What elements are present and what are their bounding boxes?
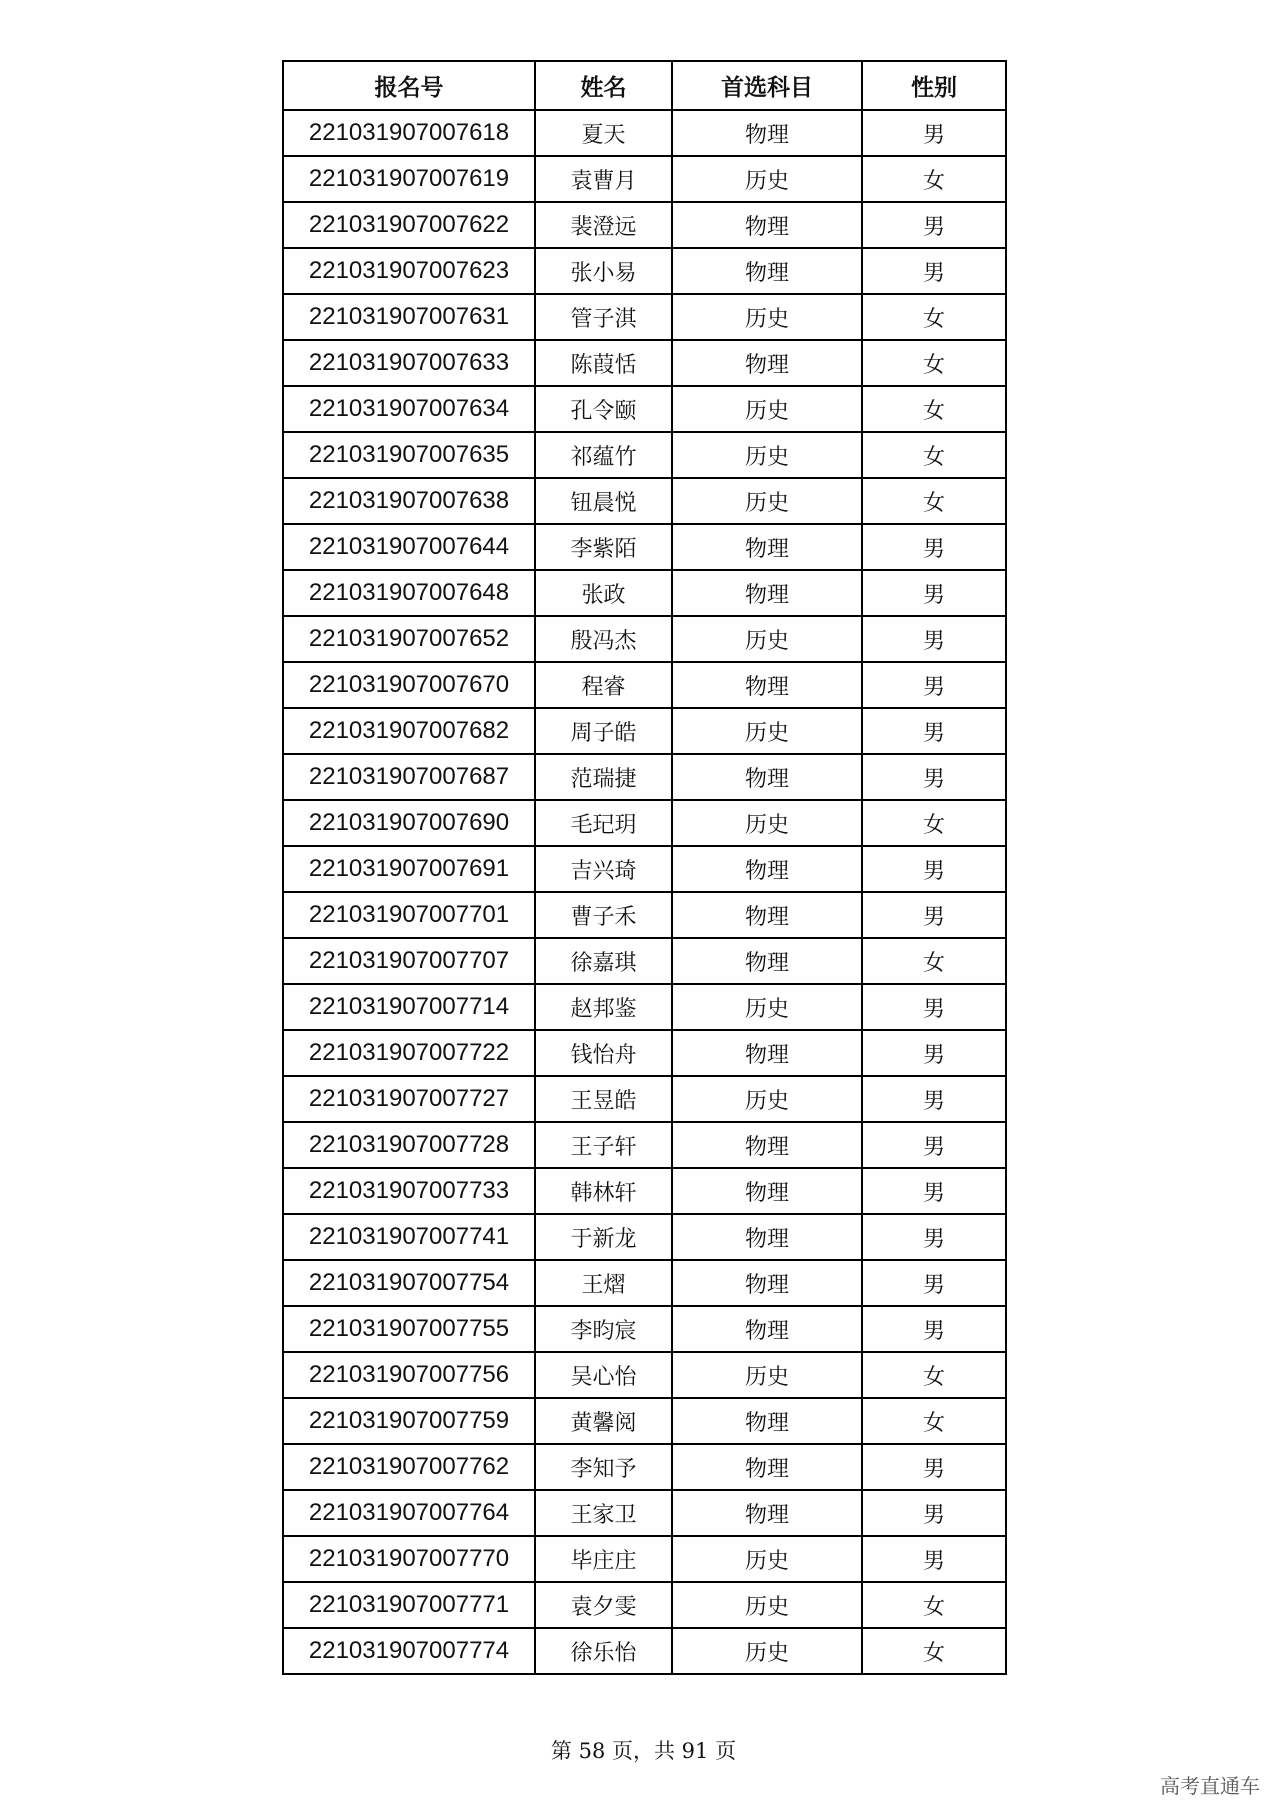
subject-cell: 物理 <box>672 1030 862 1076</box>
table-row <box>283 248 1006 294</box>
table-row <box>283 1260 1006 1306</box>
subject-cell: 历史 <box>672 1536 862 1582</box>
subject-cell: 历史 <box>672 984 862 1030</box>
registration-number-cell: 221031907007701 <box>283 892 535 938</box>
gender-cell: 男 <box>862 616 1006 662</box>
gender-cell: 男 <box>862 1168 1006 1214</box>
table-row <box>283 432 1006 478</box>
name-cell: 殷冯杰 <box>535 616 672 662</box>
registration-number-cell: 221031907007648 <box>283 570 535 616</box>
table-row <box>283 984 1006 1030</box>
gender-cell: 男 <box>862 110 1006 156</box>
gender-cell: 男 <box>862 662 1006 708</box>
subject-cell: 物理 <box>672 110 862 156</box>
table-row <box>283 156 1006 202</box>
registration-number-cell: 221031907007722 <box>283 1030 535 1076</box>
gender-cell: 女 <box>862 1582 1006 1628</box>
registration-number-cell: 221031907007754 <box>283 1260 535 1306</box>
table-row <box>283 110 1006 156</box>
name-cell: 李知予 <box>535 1444 672 1490</box>
name-cell: 钮晨悦 <box>535 478 672 524</box>
table-row <box>283 524 1006 570</box>
name-cell: 张小易 <box>535 248 672 294</box>
registration-number-cell: 221031907007690 <box>283 800 535 846</box>
registration-number-cell: 221031907007762 <box>283 1444 535 1490</box>
gender-cell: 男 <box>862 202 1006 248</box>
table-row <box>283 1076 1006 1122</box>
table-row <box>283 1490 1006 1536</box>
registration-number-cell: 221031907007728 <box>283 1122 535 1168</box>
subject-cell: 物理 <box>672 662 862 708</box>
gender-cell: 男 <box>862 754 1006 800</box>
table-row <box>283 1214 1006 1260</box>
table-row <box>283 662 1006 708</box>
registration-number-cell: 221031907007638 <box>283 478 535 524</box>
gender-cell: 女 <box>862 432 1006 478</box>
gender-cell: 女 <box>862 1628 1006 1674</box>
name-cell: 管子淇 <box>535 294 672 340</box>
gender-cell: 男 <box>862 1306 1006 1352</box>
gender-cell: 女 <box>862 1352 1006 1398</box>
gender-cell: 女 <box>862 478 1006 524</box>
gender-cell: 男 <box>862 1076 1006 1122</box>
name-cell: 钱怡舟 <box>535 1030 672 1076</box>
table-row <box>283 340 1006 386</box>
subject-cell: 物理 <box>672 1260 862 1306</box>
table-row <box>283 754 1006 800</box>
registration-number-cell: 221031907007619 <box>283 156 535 202</box>
registration-number-cell: 221031907007687 <box>283 754 535 800</box>
registration-number-cell: 221031907007733 <box>283 1168 535 1214</box>
subject-cell: 物理 <box>672 846 862 892</box>
watermark: 高考直通车 <box>1160 1776 1260 1798</box>
table-row <box>283 202 1006 248</box>
registration-number-cell: 221031907007714 <box>283 984 535 1030</box>
gender-cell: 女 <box>862 340 1006 386</box>
gender-cell: 女 <box>862 386 1006 432</box>
subject-cell: 物理 <box>672 754 862 800</box>
gender-cell: 女 <box>862 294 1006 340</box>
subject-cell: 物理 <box>672 1122 862 1168</box>
name-cell: 张政 <box>535 570 672 616</box>
name-cell: 赵邦鉴 <box>535 984 672 1030</box>
name-cell: 袁夕雯 <box>535 1582 672 1628</box>
header-subject: 首选科目 <box>672 61 862 110</box>
name-cell: 于新龙 <box>535 1214 672 1260</box>
gender-cell: 女 <box>862 938 1006 984</box>
registration-number-cell: 221031907007634 <box>283 386 535 432</box>
name-cell: 袁曹月 <box>535 156 672 202</box>
table-row <box>283 1536 1006 1582</box>
subject-cell: 物理 <box>672 570 862 616</box>
table-row <box>283 1582 1006 1628</box>
header-registration-number: 报名号 <box>283 61 535 110</box>
gender-cell: 女 <box>862 156 1006 202</box>
registration-number-cell: 221031907007644 <box>283 524 535 570</box>
registration-number-cell: 221031907007618 <box>283 110 535 156</box>
gender-cell: 女 <box>862 1398 1006 1444</box>
name-cell: 徐乐怡 <box>535 1628 672 1674</box>
page-number: 第 58 页，共 91 页 <box>550 1739 737 1763</box>
name-cell: 孔令颐 <box>535 386 672 432</box>
registration-number-cell: 221031907007755 <box>283 1306 535 1352</box>
registration-number-cell: 221031907007741 <box>283 1214 535 1260</box>
subject-cell: 历史 <box>672 1076 862 1122</box>
registration-number-cell: 221031907007631 <box>283 294 535 340</box>
gender-cell: 男 <box>862 892 1006 938</box>
student-table <box>282 60 1007 1675</box>
registration-number-cell: 221031907007764 <box>283 1490 535 1536</box>
table-row <box>283 892 1006 938</box>
table-row <box>283 478 1006 524</box>
gender-cell: 男 <box>862 1536 1006 1582</box>
table-row <box>283 800 1006 846</box>
gender-cell: 男 <box>862 846 1006 892</box>
name-cell: 陈葭恬 <box>535 340 672 386</box>
subject-cell: 物理 <box>672 1306 862 1352</box>
name-cell: 夏天 <box>535 110 672 156</box>
name-cell: 裴澄远 <box>535 202 672 248</box>
registration-number-cell: 221031907007774 <box>283 1628 535 1674</box>
table-row <box>283 846 1006 892</box>
registration-number-cell: 221031907007633 <box>283 340 535 386</box>
gender-cell: 男 <box>862 570 1006 616</box>
name-cell: 程睿 <box>535 662 672 708</box>
subject-cell: 物理 <box>672 524 862 570</box>
registration-number-cell: 221031907007682 <box>283 708 535 754</box>
subject-cell: 历史 <box>672 156 862 202</box>
subject-cell: 历史 <box>672 294 862 340</box>
subject-cell: 历史 <box>672 800 862 846</box>
registration-number-cell: 221031907007771 <box>283 1582 535 1628</box>
name-cell: 吉兴琦 <box>535 846 672 892</box>
name-cell: 李紫陌 <box>535 524 672 570</box>
subject-cell: 物理 <box>672 892 862 938</box>
subject-cell: 物理 <box>672 340 862 386</box>
subject-cell: 物理 <box>672 1444 862 1490</box>
gender-cell: 男 <box>862 1444 1006 1490</box>
name-cell: 范瑞捷 <box>535 754 672 800</box>
table-row <box>283 938 1006 984</box>
gender-cell: 男 <box>862 1122 1006 1168</box>
table-row <box>283 1030 1006 1076</box>
registration-number-cell: 221031907007770 <box>283 1536 535 1582</box>
subject-cell: 物理 <box>672 1490 862 1536</box>
registration-number-cell: 221031907007756 <box>283 1352 535 1398</box>
name-cell: 李昀宸 <box>535 1306 672 1352</box>
name-cell: 王子轩 <box>535 1122 672 1168</box>
subject-cell: 历史 <box>672 708 862 754</box>
table-header-row <box>283 61 1006 110</box>
registration-number-cell: 221031907007670 <box>283 662 535 708</box>
table-row <box>283 1628 1006 1674</box>
registration-number-cell: 221031907007652 <box>283 616 535 662</box>
name-cell: 周子皓 <box>535 708 672 754</box>
table-row <box>283 708 1006 754</box>
gender-cell: 男 <box>862 248 1006 294</box>
table-row <box>283 570 1006 616</box>
subject-cell: 物理 <box>672 248 862 294</box>
table-row <box>283 1306 1006 1352</box>
registration-number-cell: 221031907007707 <box>283 938 535 984</box>
gender-cell: 男 <box>862 1214 1006 1260</box>
header-name: 姓名 <box>535 61 672 110</box>
subject-cell: 历史 <box>672 1628 862 1674</box>
table-row <box>283 1398 1006 1444</box>
subject-cell: 物理 <box>672 1168 862 1214</box>
table-row <box>283 1168 1006 1214</box>
registration-number-cell: 221031907007623 <box>283 248 535 294</box>
subject-cell: 历史 <box>672 478 862 524</box>
name-cell: 黄馨阅 <box>535 1398 672 1444</box>
registration-number-cell: 221031907007691 <box>283 846 535 892</box>
name-cell: 毛玘玥 <box>535 800 672 846</box>
name-cell: 韩林轩 <box>535 1168 672 1214</box>
subject-cell: 物理 <box>672 1398 862 1444</box>
name-cell: 吴心怡 <box>535 1352 672 1398</box>
subject-cell: 物理 <box>672 938 862 984</box>
name-cell: 王家卫 <box>535 1490 672 1536</box>
gender-cell: 男 <box>862 1260 1006 1306</box>
table-row <box>283 616 1006 662</box>
subject-cell: 历史 <box>672 1352 862 1398</box>
name-cell: 曹子禾 <box>535 892 672 938</box>
registration-number-cell: 221031907007622 <box>283 202 535 248</box>
gender-cell: 男 <box>862 524 1006 570</box>
registration-number-cell: 221031907007635 <box>283 432 535 478</box>
registration-number-cell: 221031907007759 <box>283 1398 535 1444</box>
header-gender: 性别 <box>862 61 1006 110</box>
table-row <box>283 1122 1006 1168</box>
table-row <box>283 294 1006 340</box>
name-cell: 徐嘉琪 <box>535 938 672 984</box>
name-cell: 毕庄庄 <box>535 1536 672 1582</box>
gender-cell: 男 <box>862 708 1006 754</box>
gender-cell: 男 <box>862 1030 1006 1076</box>
subject-cell: 历史 <box>672 1582 862 1628</box>
table-row <box>283 1444 1006 1490</box>
table-row <box>283 386 1006 432</box>
name-cell: 祁蕴竹 <box>535 432 672 478</box>
name-cell: 王熠 <box>535 1260 672 1306</box>
subject-cell: 历史 <box>672 386 862 432</box>
gender-cell: 男 <box>862 984 1006 1030</box>
registration-number-cell: 221031907007727 <box>283 1076 535 1122</box>
subject-cell: 物理 <box>672 202 862 248</box>
table-row <box>283 1352 1006 1398</box>
subject-cell: 物理 <box>672 1214 862 1260</box>
name-cell: 王昱皓 <box>535 1076 672 1122</box>
subject-cell: 历史 <box>672 432 862 478</box>
gender-cell: 男 <box>862 1490 1006 1536</box>
subject-cell: 历史 <box>672 616 862 662</box>
gender-cell: 女 <box>862 800 1006 846</box>
